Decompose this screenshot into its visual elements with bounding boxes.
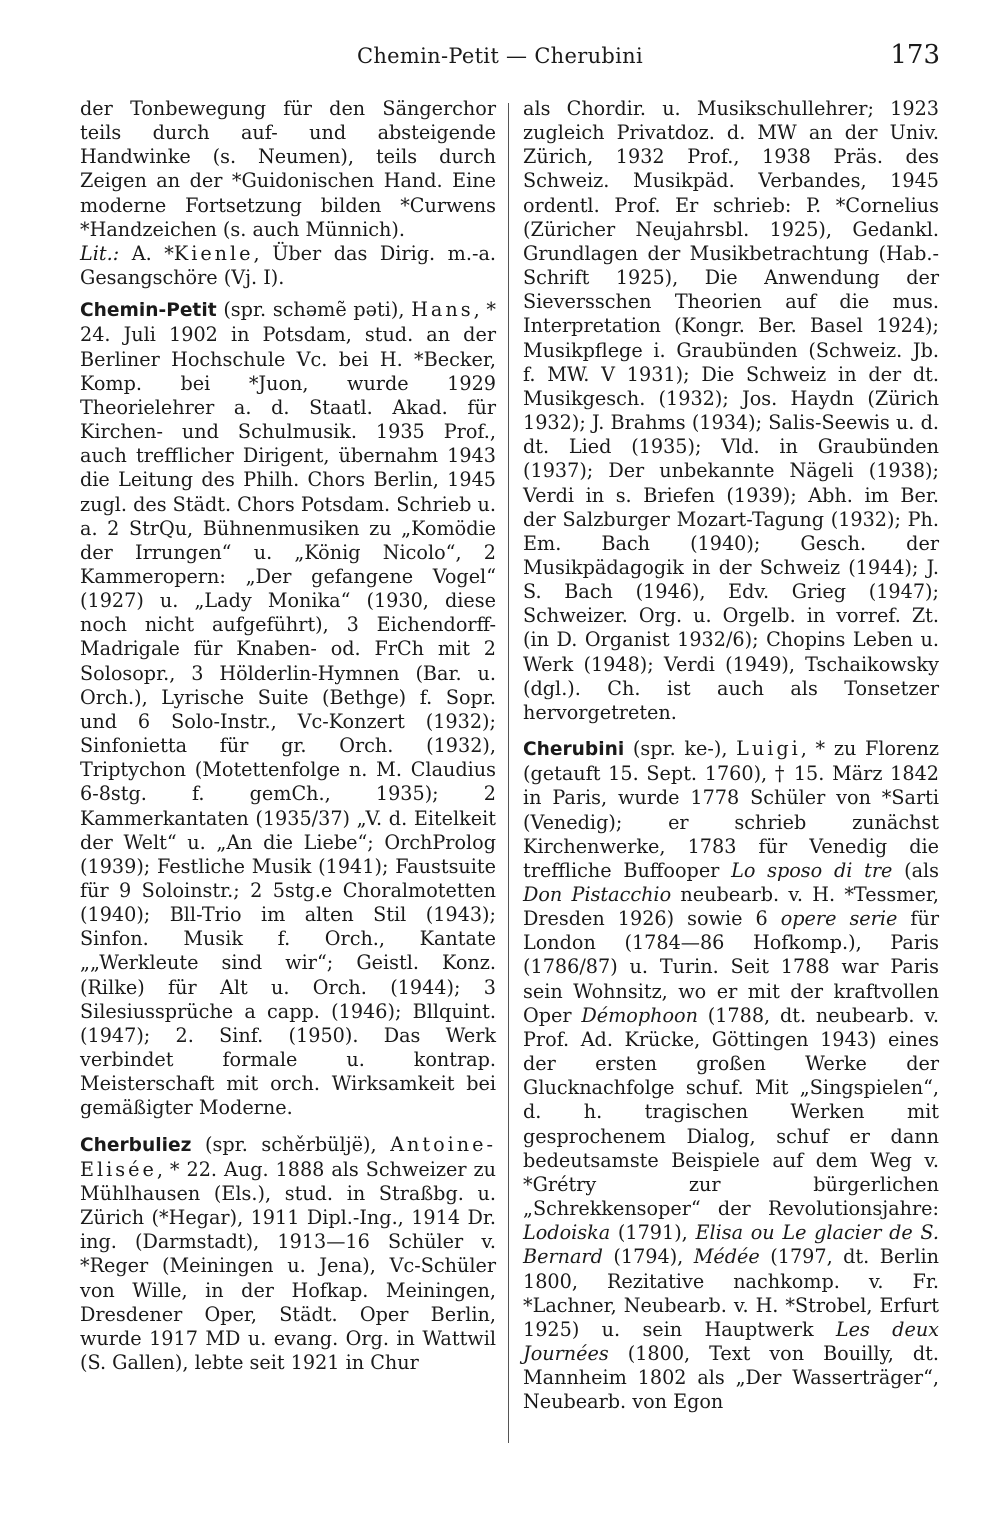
work-title: Démophoon <box>581 1003 698 1027</box>
paragraph-text: der Tonbewegung für den Sängerchor teils durch auf- und absteigende Handwinke (s. Neumen), teils durch Zeigen an der *Guidonischen Hand. Eine moderne Fortsetzung bilden *Curwens *Handzeichen (s. auch Münnich). <box>80 97 496 241</box>
entry-body: , * 24. Juli 1902 in Potsdam, stud. an der Berliner Hochschule Vc. bei H. *Becker, Komp. bei *Juon, wurde 1929 Theorielehrer a. d. Staatl. Akad. für Kirchen- und Schulmusik. 1935 Prof., auch trefflicher Dirigent, übernahm 1943 die Leitung des Philh. Chors Berlin, 1945 zugl. des Städt. Chors Potsdam. Schrieb u. a. 2 StrQu, Bühnenmusiken zu „Komödie der Irrungen“ u. „König Nicolo“, 2 Kammeropern: „Der gefangene Vogel“ (1927) u. „Lady Monika“ (1930, diese noch nicht aufgeführt), 3 Eichendorff-Madrigale für Knaben- od. FrCh mit 2 Solosopr., 3 Hölderlin-Hymnen (Bar. u. Orch.), Lyrische Suite (Bethge) f. Sopr. und 6 Solo-Instr., Vc-Konzert (1932); Sinfonietta für gr. Orch. (1932), Triptychon (Motettenfolge n. M. Claudius 6-8stg. f. gemCh., 1935); 2 Kammerkantaten (1935/37) „V. d. Eitelkeit der Welt“ u. „An die Liebe“; OrchProlog (1939); Festliche Musik (1941); Faustsuite für 9 Soloinstr.; 2 5stg.e Choralmotetten (1940); Bll-Trio im alten Stil (1943); Sinfon. Musik f. Orch., Kantate „„Werkleute sind wir“; Geistl. Konz. (Rilke) für Alt u. Orch. (1944); 3 Silesiussprüche a capp. (1946); Bllquint. (1947); 2. Sinf. (1950). Das Werk verbindet formale u. kontrap. Meisterschaft mit orch. Wirksamkeit bei gemäßigter Moderne. <box>80 298 496 1120</box>
work-title: Lodoiska <box>523 1221 611 1245</box>
right-column <box>523 97 939 1414</box>
page-number: 173 <box>890 40 940 70</box>
pronunciation: (spr. ke-), <box>624 737 737 761</box>
lit-author: Kienle <box>173 241 254 265</box>
work-title: Don Pistacchio <box>523 883 672 906</box>
entry-text: neubearb. v. H. *Tessmer, Dresden 1926) sowie 6 <box>523 883 939 931</box>
literature-reference <box>80 242 496 290</box>
running-title: Chemin-Petit — Cherubini <box>356 44 643 68</box>
entry-cherbuliez <box>80 1133 496 1376</box>
entry-continuation <box>523 97 939 725</box>
given-name: Hans <box>411 298 474 322</box>
entry-cherubini <box>523 737 939 1414</box>
entry-text: (als <box>892 858 939 882</box>
running-header <box>0 40 1000 80</box>
lit-title: , Über das Dirig. m.-a. Gesangschöre (Vj. I). <box>80 241 496 290</box>
work-title: Elisa ou Le glacier de S. Bernard <box>523 1221 939 1269</box>
left-column <box>80 97 496 1375</box>
entry-body: , * 22. Aug. 1888 als Schweizer zu Mühlhausen (Els.), stud. in Straßbg. u. Zürich (*Hegar), 1911 Dipl.-Ing., 1914 Dr. ing. (Darmstadt), 1913—16 Schüler v. *Reger (Meiningen u. Jena), Vc-Schüler von Wille, in der Hofkap. Meiningen, Dresdener Oper, Städt. Oper Berlin, wurde 1917 MD u. evang. Org. in Wattwil (S. Gallen), lebte seit 1921 in Chur <box>80 1157 496 1374</box>
entry-text: (1797, dt. Berlin 1800, Rezitative nachkomp. v. Fr. *Lachner, Neubearb. v. H. *Strobel, Erfurt 1925) u. sein Hauptwerk <box>523 1245 939 1341</box>
lit-prefix: A. * <box>131 241 174 265</box>
work-title: Les deux Journées <box>523 1317 939 1365</box>
entry-text: (1788, dt. neubearb. v. Prof. Ad. Krücke, Göttingen 1943) eines der ersten großen Werke der Glucknachfolge schuf. Mit „Singspielen“, d. h. tragischen Werken mit gesprochenem Dialog, schuf er dann bedeutsamste Beispiele auf dem Weg v. *Grétry zur bürgerlichen „Schrekkensoper“ der Revolutionsjahre: <box>523 1003 939 1221</box>
column-divider <box>508 103 509 1443</box>
entry-continuation <box>80 97 496 242</box>
work-title: Lo sposo di tre <box>731 858 893 882</box>
work-title: Médée <box>693 1245 760 1269</box>
entry-text: , * zu Florenz (getauft 15. Sept. 1760), † 15. März 1842 in Paris, wurde 1778 Schüler von *Sarti (Venedig); er schrieb zunächst Kirchenwerke, 1783 für Venedig die treffliche Buffooper <box>523 737 939 882</box>
paragraph-text: als Chordir. u. Musikschullehrer; 1923 zugleich Privatdoz. d. MW an der Univ. Zürich, 1932 Prof., 1938 Präs. des Schweiz. Musikpäd. Verbandes, 1945 ordentl. Prof. Er schrieb: P. *Cornelius (Züricher Neujahrsbl. 1925), Gedankl. Grundlagen der Musikbetrachtung (Hab.-Schrift 1925), Die Anwendung der Sieversschen Theorien auf die mus. Interpretation (Kongr. Ber. Basel 1924); Musikpflege i. Graubünden (Schweiz. Jb. f. MW. V 1931); Die Schweiz in der dt. Musikgesch. (1932); Jos. Haydn (Zürich 1932); J. Brahms (1934); Salis-Seewis u. d. dt. Lied (1935); Vld. in Graubünden (1937); Der unbekannte Nägeli (1938); Verdi in s. Briefen (1939); Abh. im Ber. der Salzburger Mozart-Tagung (1932); Ph. Em. Bach (1940); Gesch. der Musikpädagogik in der Schweiz (1944); J. S. Bach (1946), Edv. Grieg (1947); Schweizer. Org. u. Orgelb. in vorref. Zt. (in D. Organist 1932/6); Chopins Leben u. Werk (1948); Verdi (1949), Tschaikowsky (dgl.). Ch. ist auch als Tonsetzer hervorgetreten. <box>523 97 939 724</box>
lit-label: Lit.: <box>80 241 120 265</box>
work-title: opere serie <box>780 907 898 931</box>
entry-text: für London (1784—86 Hofkomp.), Paris (1786/87) u. Turin. Seit 1788 war Paris sein Wohnsitz, wo er mit der kraftvollen Oper <box>523 907 940 1027</box>
entry-text: (1800, Text von Bouilly, dt. Mannheim 1802 als „Der Wasserträger“, Neubearb. von Egon <box>523 1341 939 1414</box>
entry-text: (1794), <box>602 1245 694 1269</box>
headword-cherbuliez: Cherbuliez <box>80 1134 192 1156</box>
pronunciation: (spr. schěrbüljë), <box>191 1132 391 1156</box>
pronunciation: (spr. schəmẽ pəti), <box>216 298 412 322</box>
entry-text: (1791), <box>610 1221 696 1245</box>
given-name: Luigi <box>736 737 801 761</box>
given-name: Antoine-Elisée <box>80 1132 496 1181</box>
entry-chemin-petit <box>80 298 496 1120</box>
headword-cherubini: Cherubini <box>523 739 625 761</box>
headword-chemin-petit: Chemin-Petit <box>80 300 217 322</box>
